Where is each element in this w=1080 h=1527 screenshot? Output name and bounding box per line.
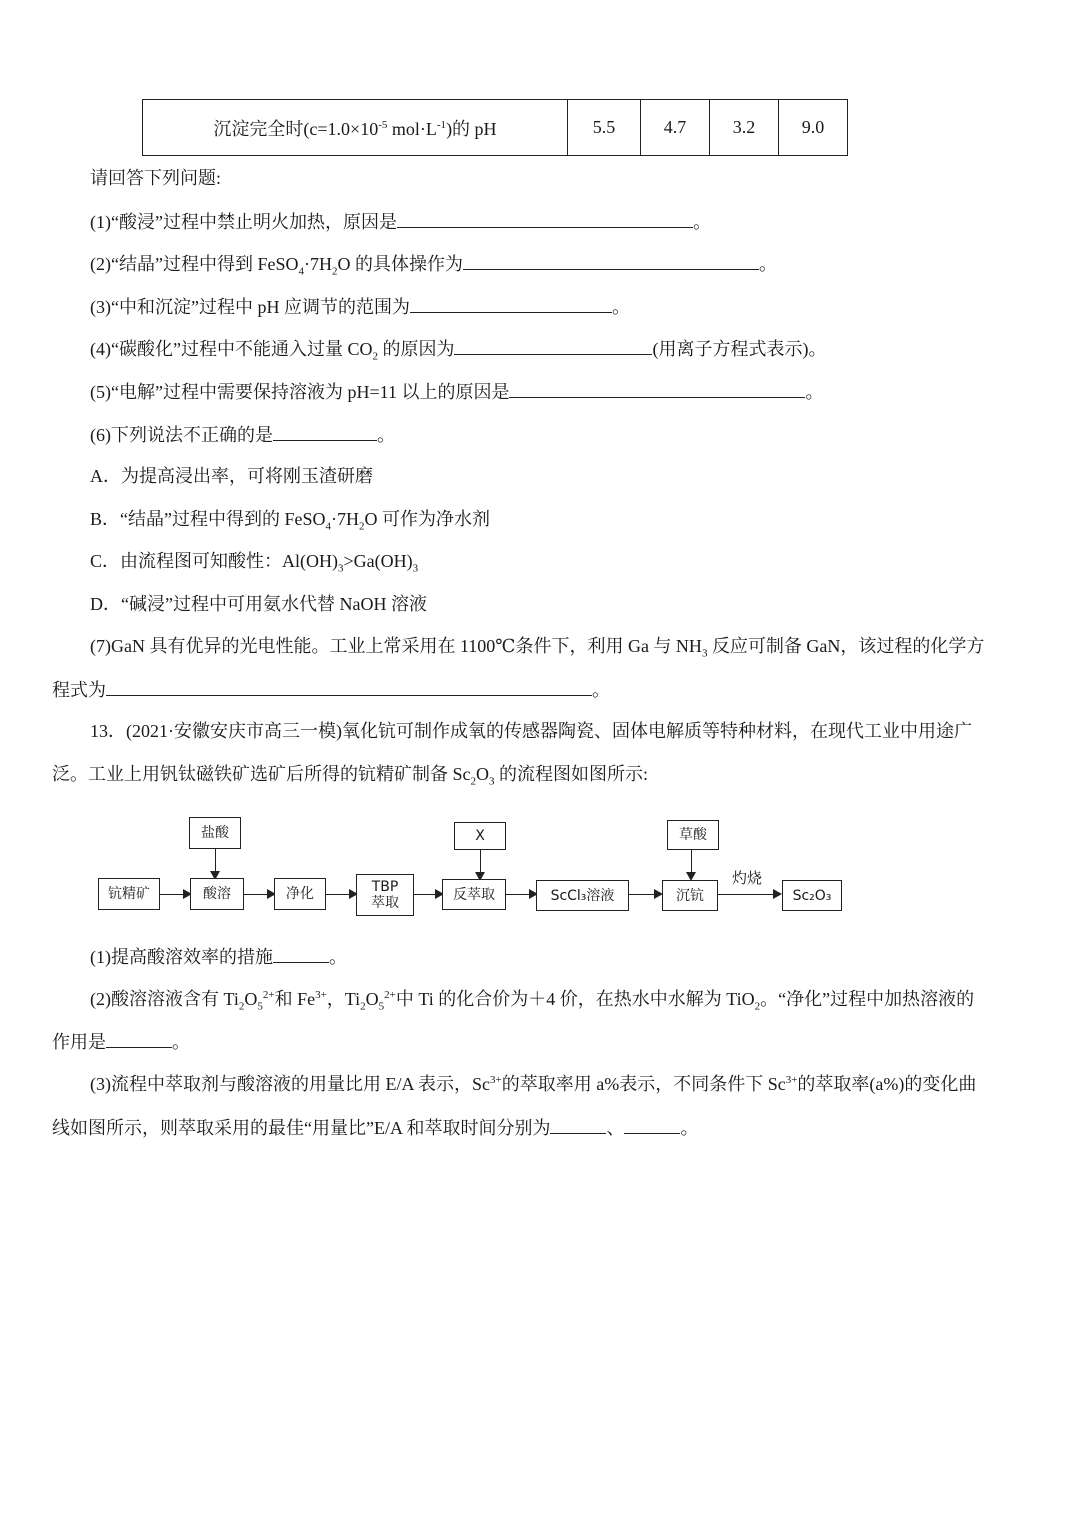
table-label-cell: 沉淀完全时($c=1.0\times 10^{-5}$ $mol\cdot L^{-1}$)的 pH [143, 100, 568, 156]
answer-blank[interactable] [463, 251, 759, 270]
option-d: D．“碱浸”过程中可用氨水代替 NaOH 溶液 [90, 594, 427, 614]
table-cell: 4.7 [641, 100, 710, 156]
q13-intro: 13．(2021·安徽安庆市高三一模)氧化钪可制作成氧的传感器陶瓷、固体电解质等特种材料，在现代工业中用途广 [90, 721, 972, 741]
flow-label-calcine: 灼烧 [732, 869, 763, 887]
q12-part7-cont: 程式为 。 [52, 677, 610, 702]
q12-part3: (3)“中和沉淀”过程中 pH 应调节的范围为 。 [90, 294, 630, 319]
table-cell: 9.0 [779, 100, 848, 156]
answer-blank[interactable] [550, 1115, 606, 1134]
q12-part6: (6)下列说法不正确的是 。 [90, 422, 395, 447]
answer-blank[interactable] [106, 1029, 172, 1048]
flow-input-x: X [454, 822, 506, 850]
answer-blank[interactable] [273, 422, 377, 441]
flow-input-oxalic-acid: 草酸 [667, 820, 719, 850]
q13-part2-cont: 作用是 。 [52, 1029, 190, 1054]
flow-input-hydrochloric-acid: 盐酸 [189, 817, 241, 849]
flow-node-tbp-extract: TBP 萃取 [356, 874, 414, 916]
flow-arrow [629, 894, 661, 895]
flow-node-back-extract: 反萃取 [442, 879, 506, 910]
flow-arrow [506, 894, 536, 895]
q13-intro-cont: 泛。工业上用钒钛磁铁矿选矿后所得的钪精矿制备 $Sc_2O_3$ 的流程图如图所示: [52, 764, 649, 788]
option-b: B．“结晶”过程中得到的 $FeSO_4\cdot 7H_2O$ 可作为净水剂 [90, 509, 490, 533]
answer-blank[interactable] [509, 379, 805, 398]
q12-part1: (1)“酸浸”过程中禁止明火加热，原因是 。 [90, 209, 711, 234]
q13-part1: (1)提高酸溶效率的措施 。 [90, 944, 347, 969]
answer-blank[interactable] [624, 1115, 680, 1134]
q12-intro: 请回答下列问题: [90, 168, 222, 188]
flow-arrow [718, 894, 780, 895]
flow-diagram [90, 812, 850, 922]
flow-node-sc2o3: Sc₂O₃ [782, 880, 842, 911]
flow-arrow [244, 894, 274, 895]
q13-part3: (3)流程中萃取剂与酸溶液的用量比用 E/A 表示，$Sc^{3+}$的萃取率用 a%表示，不同条件下 $Sc^{3+}$的萃取率(a%)的变化曲 [90, 1074, 977, 1094]
table-cell: 5.5 [568, 100, 641, 156]
flow-arrow [414, 894, 442, 895]
option-c: C．由流程图可知酸性：$Al(OH)_3>Ga(OH)_3$ [90, 551, 419, 575]
flow-arrow [160, 894, 190, 895]
answer-blank[interactable] [273, 944, 329, 963]
q12-part7: (7)GaN 具有优异的光电性能。工业上常采用在 1100℃条件下，利用 Ga 与 $NH_3$ 反应可制备 GaN，该过程的化学方 [90, 636, 985, 660]
answer-blank[interactable] [397, 209, 693, 228]
flow-node-acid-dissolve: 酸溶 [190, 878, 244, 910]
table-row [143, 100, 848, 156]
q12-part4: (4)“碳酸化”过程中不能通入过量 $CO_2$ 的原因为 (用离子方程式表示)。 [90, 336, 826, 361]
ph-table [142, 99, 848, 156]
flow-arrow [691, 850, 692, 879]
flow-node-purify: 净化 [274, 878, 326, 910]
flow-arrow [215, 849, 216, 878]
q13-part2: (2)酸溶溶液含有 $Ti_2O_5^{2+}$和 $Fe^{3+}$，$Ti_2O_5^{2+}$中 Ti 的化合价为＋4 价，在热水中水解为 TiO$_2$。“净化”过程中加热溶液的 [90, 989, 975, 1013]
option-a: A．为提高浸出率，可将刚玉渣研磨 [90, 466, 373, 486]
answer-blank[interactable] [410, 294, 612, 313]
q12-part5: (5)“电解”过程中需要保持溶液为 pH=11 以上的原因是 。 [90, 379, 823, 404]
q13-part3-cont: 线如图所示，则萃取采用的最佳“用量比”E/A 和萃取时间分别为 、 。 [52, 1115, 698, 1140]
answer-blank[interactable] [106, 677, 592, 696]
flow-arrow [480, 850, 481, 879]
flow-node-precipitate-scandium: 沉钪 [662, 880, 718, 911]
flow-node-scandium-concentrate: 钪精矿 [98, 878, 160, 910]
answer-blank[interactable] [454, 336, 652, 355]
flow-node-sccl3-solution: ScCl₃溶液 [536, 880, 629, 911]
q12-part2: (2)“结晶”过程中得到 $FeSO_4\cdot 7H_2O$ 的具体操作为 。 [90, 251, 777, 276]
table-cell: 3.2 [710, 100, 779, 156]
flow-arrow [326, 894, 356, 895]
